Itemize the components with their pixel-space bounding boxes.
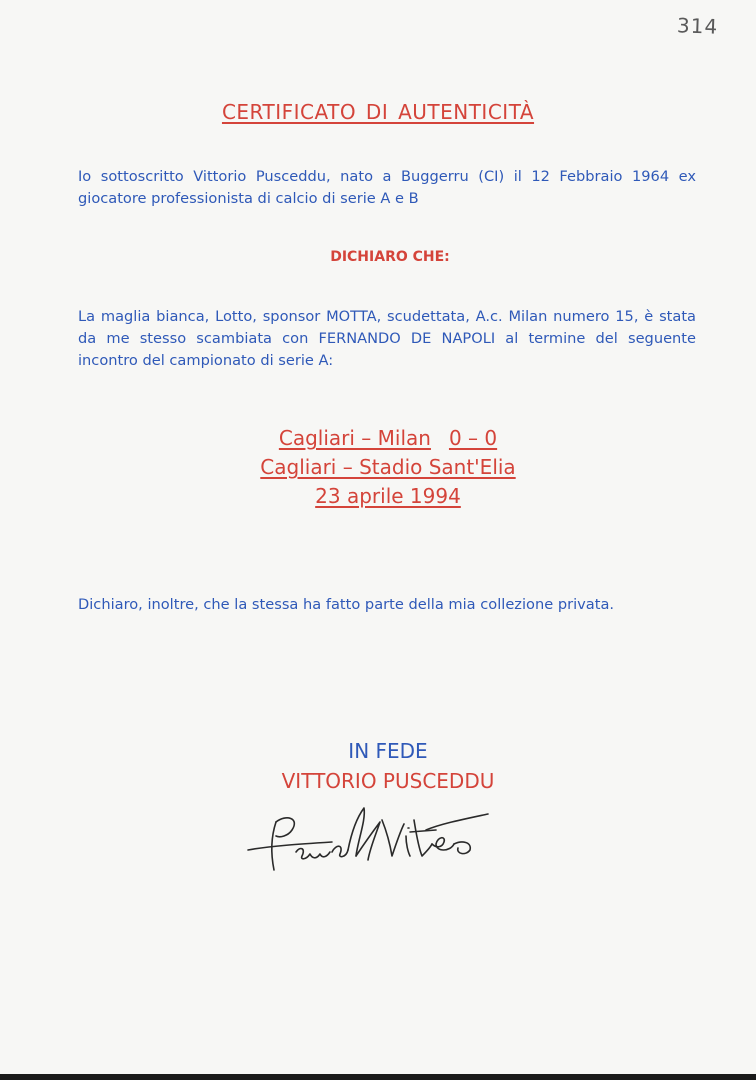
match-venue: Cagliari – Stadio Sant'Elia [260, 455, 516, 479]
certificate-title: CERTIFICATO DI AUTENTICITÀ [221, 100, 535, 124]
match-score: 0 – 0 [448, 426, 498, 450]
match-teams: Cagliari – Milan [278, 426, 431, 450]
match-teams-line [0, 424, 756, 453]
signer-name: VITTORIO PUSCEDDU [281, 769, 495, 793]
closing-paragraph: Dichiaro, inoltre, che la stessa ha fatto parte della mia collezione privata. [78, 596, 615, 613]
declaration-heading: DICHIARO CHE: [330, 249, 450, 265]
intro-paragraph: Io sottoscritto Vittorio Pusceddu, nato a Buggerru (CI) il 12 Febbraio 1964 ex giocatore professionista di calcio di serie A e B [78, 168, 696, 207]
jersey-description-paragraph: La maglia bianca, Lotto, sponsor MOTTA, scudettata, A.c. Milan numero 15, è stata da me stesso scambiata con FERNANDO DE NAPOLI al termine del seguente incontro del campionato di serie A: [78, 308, 696, 369]
in-fede-label: IN FEDE [348, 739, 428, 763]
handwritten-signature [240, 800, 500, 880]
scan-bottom-edge [0, 1074, 756, 1080]
match-date: 23 aprile 1994 [315, 484, 461, 508]
match-details [0, 424, 756, 511]
page-number-handwritten: 314 [676, 13, 719, 39]
